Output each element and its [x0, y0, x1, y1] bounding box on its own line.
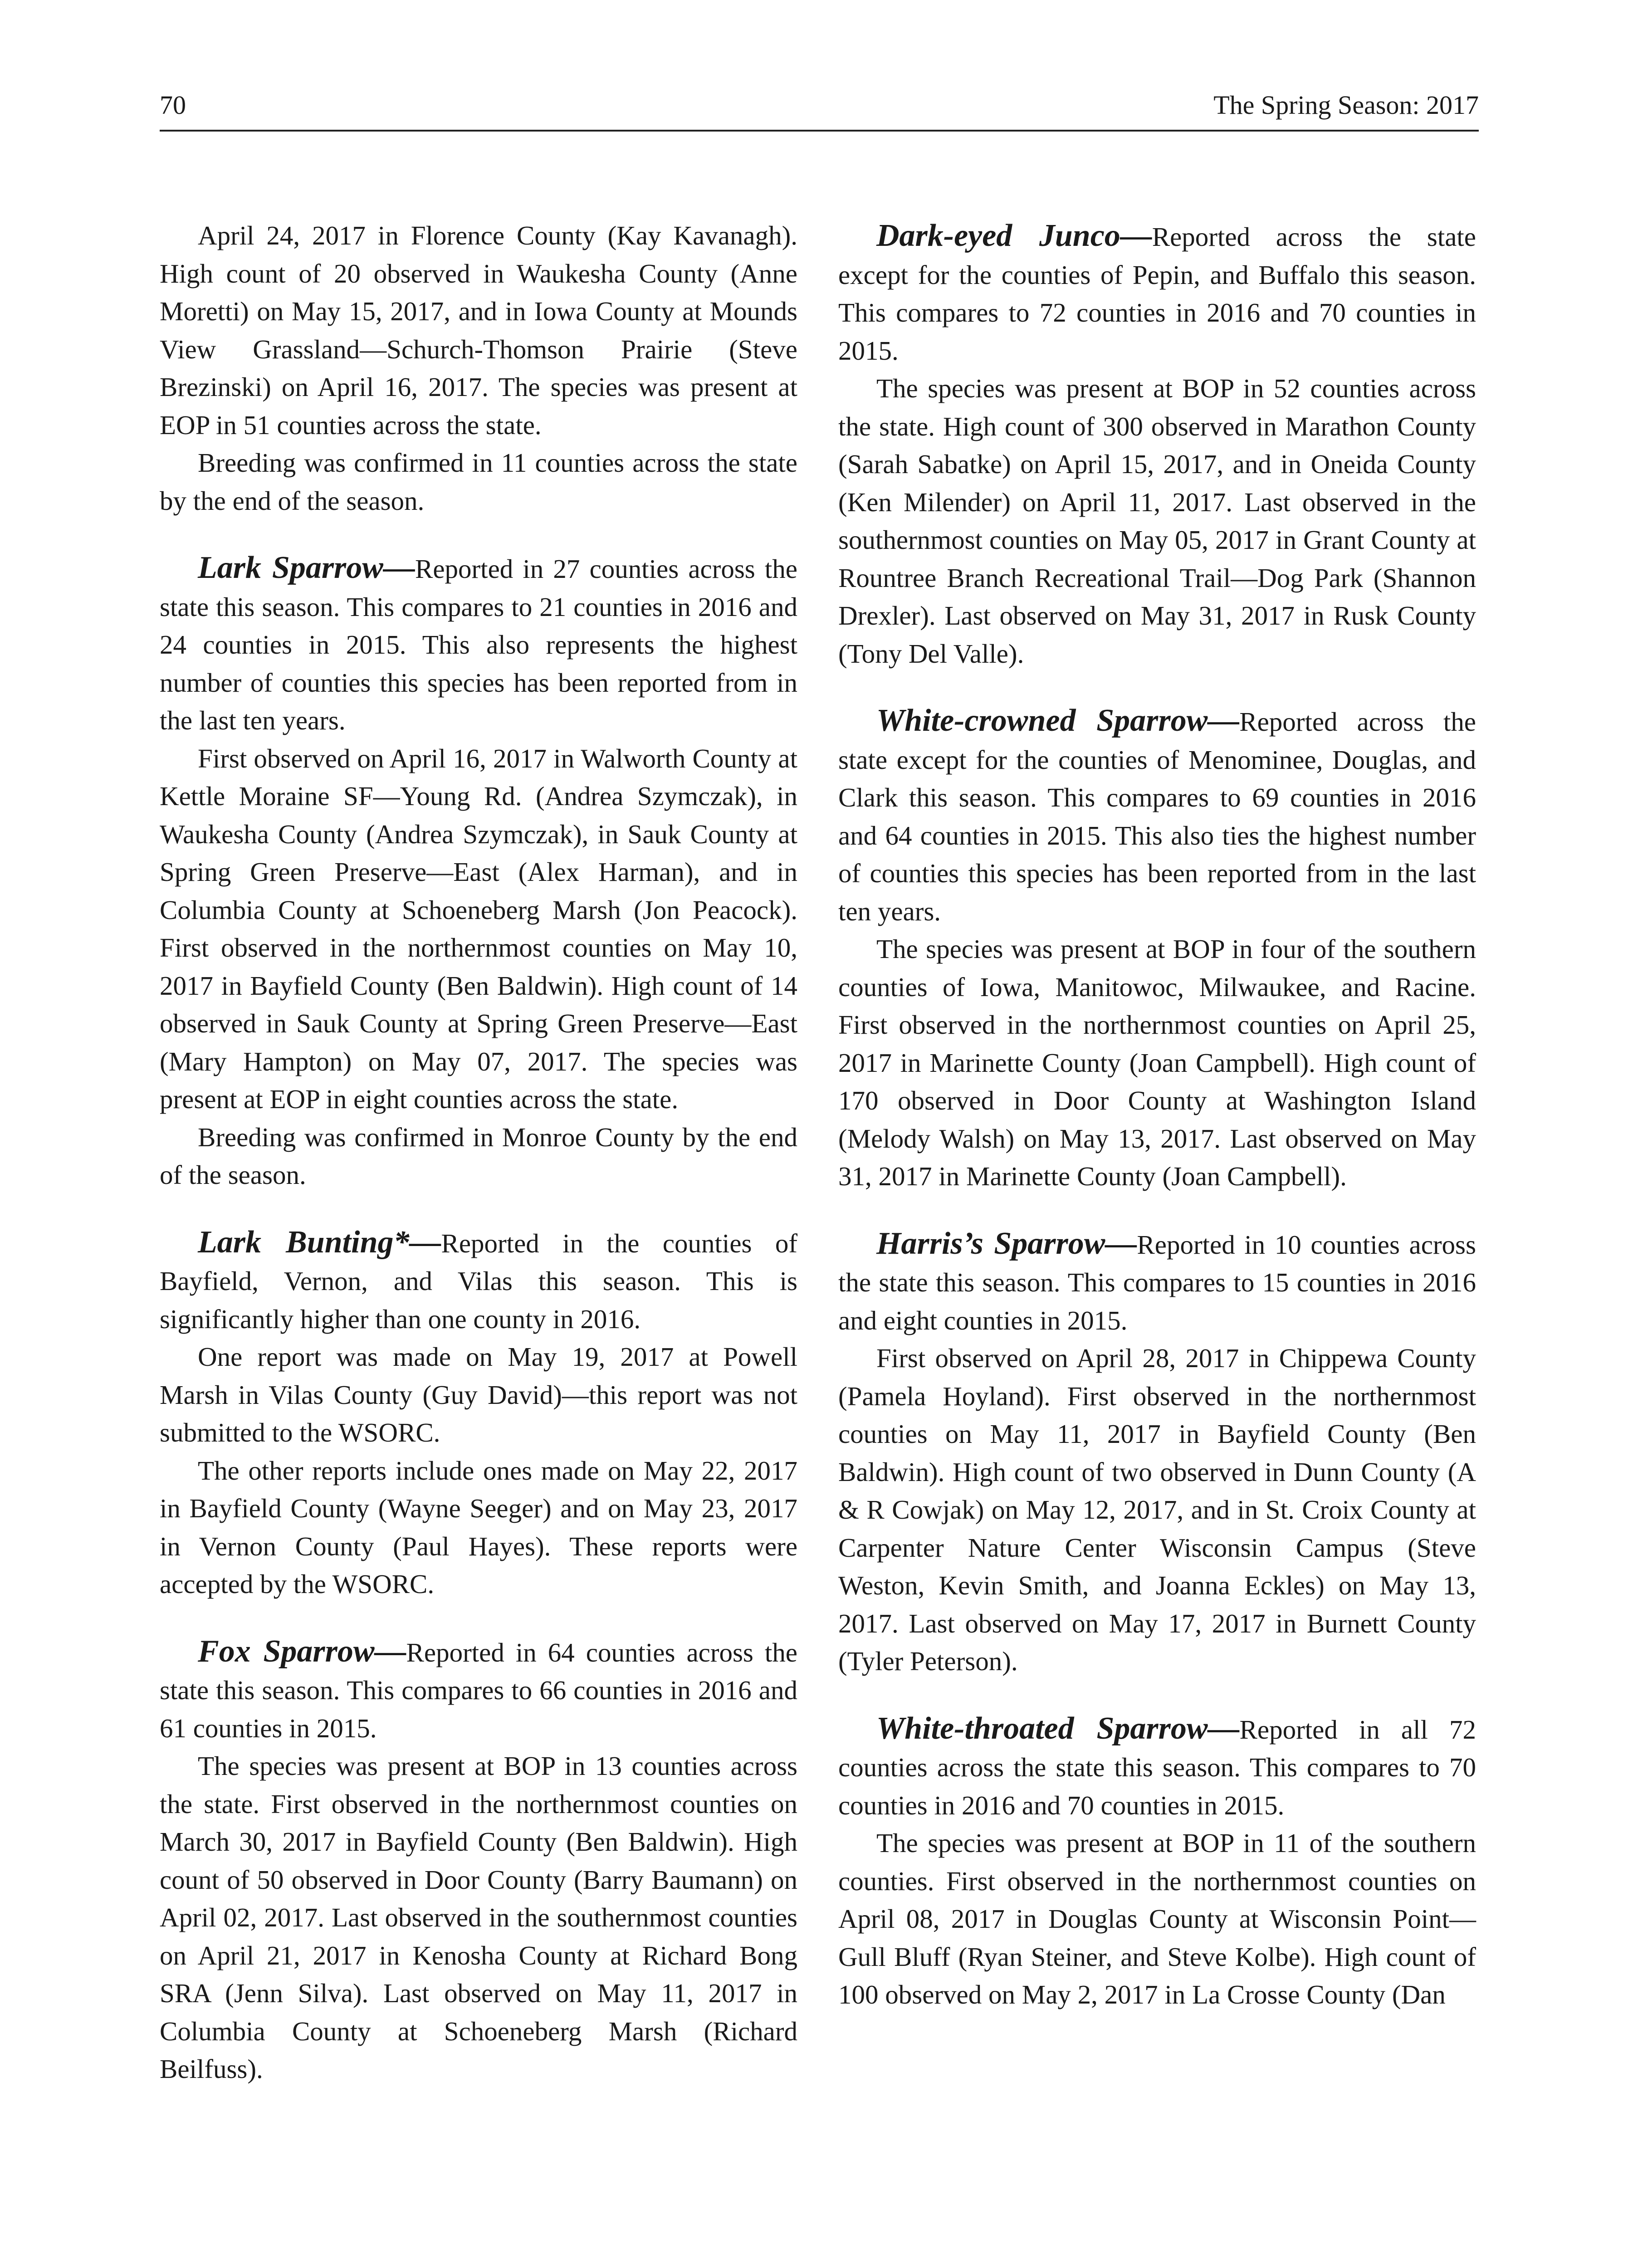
entry-lead-text: Reported in 27 counties across the state this season. This compares to 21 counties in 2016 and 24 counties in 2015. This also represents the highest number of counties this species has been reported from in the last ten years.	[160, 554, 797, 735]
paragraph: April 24, 2017 in Florence County (Kay Kavanagh). High count of 20 observed in Waukesha County (Anne Moretti) on May 15, 2017, and in Iowa County at Mounds View Grassland—Schurch-Thomson Prairie (Steve Brezinski) on April 16, 2017. The species was present at EOP in 51 counties across the state.	[160, 220, 797, 440]
entry-lead-paragraph	[160, 1223, 797, 1339]
page-number: 70	[160, 90, 186, 120]
continued-entry	[160, 217, 797, 520]
page-header	[160, 89, 1479, 132]
paragraph: First observed on April 28, 2017 in Chippewa County (Pamela Hoyland). First observed in the northernmost counties on May 11, 2017 in Bayfield County (Ben Baldwin). High count of two observed in Dunn County (A & R Cowjak) on May 12, 2017, and in St. Croix County at Carpenter Nature Center Wisconsin Campus (Steve Weston, Kevin Smith, and Joanna Eckles) on May 13, 2017. Last observed on May 17, 2017 in Burnett County (Tyler Peterson).	[838, 1343, 1476, 1676]
paragraph: The species was present at BOP in four of the southern counties of Iowa, Manitowoc, Milwaukee, and Racine. First observed in the northernmost counties on April 25, 2017 in Marinette County (Joan Campbell). High count of 170 observed in Door County at Washington Island (Melody Walsh) on May 13, 2017. Last observed on May 31, 2017 in Marinette County (Joan Campbell).	[838, 934, 1476, 1191]
species-name: Lark Bunting*—	[198, 1224, 441, 1260]
paragraph: One report was made on May 19, 2017 at Powell Marsh in Vilas County (Guy David)—this report was not submitted to the WSORC.	[160, 1342, 797, 1447]
entry-lead-paragraph	[838, 1710, 1476, 1825]
species-name: White-crowned Sparrow—	[876, 703, 1240, 738]
entry-lead-text: Reported in 64 counties across the state this season. This compares to 66 counties in 2016 and 61 counties in 2015.	[160, 1637, 797, 1743]
entry-lead-text: Reported in the counties of Bayfield, Vernon, and Vilas this season. This is significantly higher than one county in 2016.	[160, 1228, 797, 1334]
entry-lead-paragraph	[160, 549, 797, 740]
paragraph: Breeding was confirmed in Monroe County by the end of the season.	[160, 1122, 797, 1190]
paragraph: The species was present at BOP in 13 counties across the state. First observed in the northernmost counties on March 30, 2017 in Bayfield County (Ben Baldwin). High count of 50 observed in Door County (Barry Baumann) on April 02, 2017. Last observed in the southernmost counties on April 21, 2017 in Kenosha County at Richard Bong SRA (Jenn Silva). Last observed on May 11, 2017 in Columbia County at Schoeneberg Marsh (Richard Beilfuss).	[160, 1751, 797, 2084]
right-column	[838, 217, 1476, 2014]
species-entry-lark-sparrow	[160, 549, 797, 1194]
species-entry-harriss-sparrow	[838, 1225, 1476, 1681]
species-entry-dark-eyed-junco	[838, 217, 1476, 673]
running-title: The Spring Season: 2017	[1213, 90, 1479, 120]
entry-lead-paragraph	[160, 1633, 797, 1748]
species-name: Fox Sparrow—	[198, 1633, 406, 1669]
paragraph: First observed on April 16, 2017 in Walworth County at Kettle Moraine SF—Young Rd. (Andrea Szymczak), in Waukesha County (Andrea Szymczak), in Sauk County at Spring Green Preserve—East (Alex Harman), and in Columbia County at Schoeneberg Marsh (Jon Peacock). First observed in the northernmost counties on May 10, 2017 in Bayfield County (Ben Baldwin). High count of 14 observed in Sauk County at Spring Green Preserve—East (Mary Hampton) on May 07, 2017. The species was present at EOP in eight counties across the state.	[160, 743, 797, 1114]
entry-lead-text: Reported across the state except for the counties of Pepin, and Buffalo this season. This compares to 72 counties in 2016 and 70 counties in 2015.	[838, 222, 1476, 366]
paragraph: The species was present at BOP in 11 of the southern counties. First observed in the northernmost counties on April 08, 2017 in Douglas County at Wisconsin Point—Gull Bluff (Ryan Steiner, and Steve Kolbe). High count of 100 observed on May 2, 2017 in La Crosse County (Dan	[838, 1828, 1476, 2009]
species-entry-white-throated-sparrow	[838, 1710, 1476, 2014]
species-entry-fox-sparrow	[160, 1633, 797, 2088]
paragraph: The species was present at BOP in 52 counties across the state. High count of 300 observed in Marathon County (Sarah Sabatke) on April 15, 2017, and in Oneida County (Ken Milender) on April 11, 2017. Last observed in the southernmost counties on May 05, 2017 in Grant County at Rountree Branch Recreational Trail—Dog Park (Shannon Drexler). Last observed on May 31, 2017 in Rusk County (Tony Del Valle).	[838, 373, 1476, 669]
entry-lead-text: Reported across the state except for the counties of Menominee, Douglas, and Clark this season. This compares to 69 counties in 2016 and 64 counties in 2015. This also ties the highest number of counties this species has been reported from in the last ten years.	[838, 707, 1476, 926]
species-name: Lark Sparrow—	[198, 550, 415, 585]
species-entry-lark-bunting	[160, 1223, 797, 1603]
species-entry-white-crowned-sparrow	[838, 702, 1476, 1196]
species-name: White-throated Sparrow—	[876, 1711, 1240, 1746]
left-column	[160, 217, 797, 2088]
entry-lead-paragraph	[838, 702, 1476, 930]
paragraph: Breeding was confirmed in 11 counties across the state by the end of the season.	[160, 448, 797, 516]
entry-lead-paragraph	[838, 217, 1476, 370]
entry-lead-text: Reported in 10 counties across the state this season. This compares to 15 counties in 2016 and eight counties in 2015.	[838, 1229, 1476, 1335]
species-name: Harris’s Sparrow—	[876, 1226, 1137, 1261]
entry-lead-paragraph	[838, 1225, 1476, 1340]
species-name: Dark-eyed Junco—	[876, 218, 1152, 253]
paragraph: The other reports include ones made on May 22, 2017 in Bayfield County (Wayne Seeger) and on May 23, 2017 in Vernon County (Paul Hayes). These reports were accepted by the WSORC.	[160, 1455, 797, 1599]
entry-lead-text: Reported in all 72 counties across the state this season. This compares to 70 counties in 2016 and 70 counties in 2015.	[838, 1714, 1476, 1820]
